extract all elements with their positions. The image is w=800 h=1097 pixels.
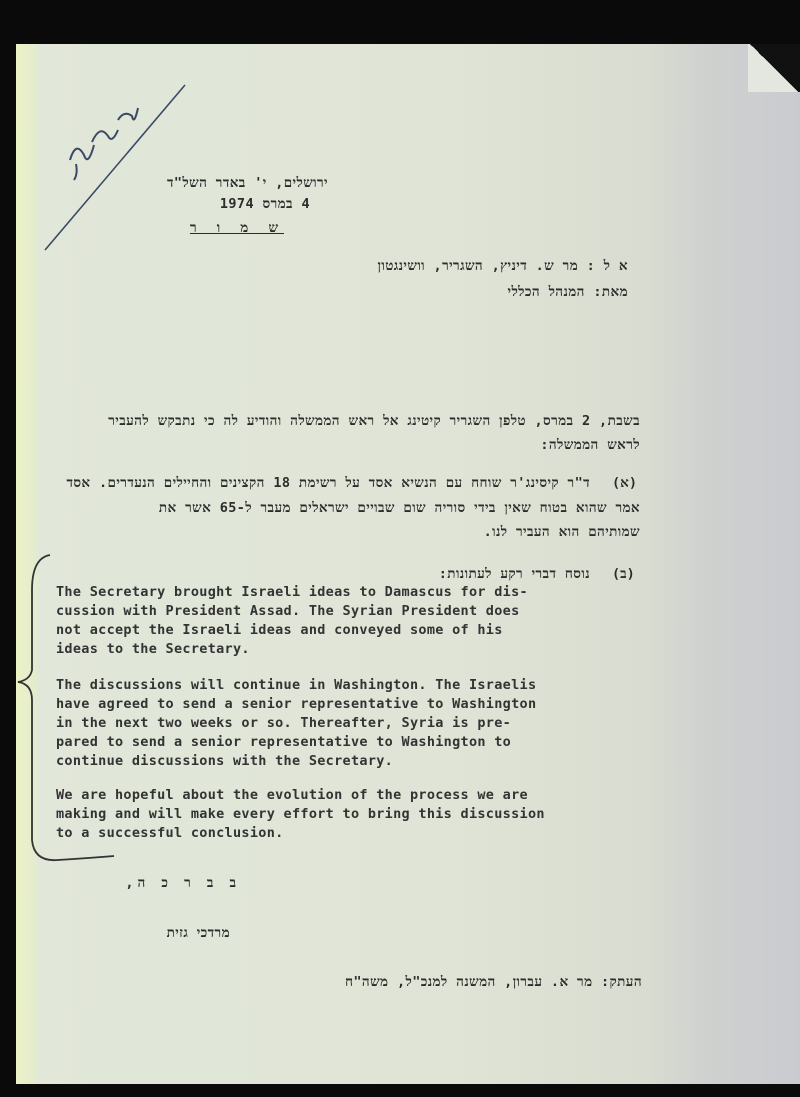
- statement-p3-line-3: to a successful conclusion.: [56, 825, 284, 841]
- item-b-label: נוסח דברי רקע לעתונות:: [438, 566, 590, 582]
- statement-p3-line-2: making and will make every effort to bring this discussion: [56, 806, 545, 822]
- statement-p1-line-3: not accept the Israeli ideas and conveyed some of his: [56, 622, 503, 638]
- item-a-line-3: שמותיהם הוא העביר לנו.: [483, 524, 640, 540]
- statement-p1-line-2: cussion with President Assad. The Syrian President does: [56, 603, 520, 619]
- statement-p2-line-4: pared to send a senior representative to Washington to: [56, 734, 512, 750]
- statement-p3-line-1: We are hopeful about the evolution of the process we are: [56, 787, 528, 803]
- item-a-marker: (א): [612, 475, 637, 491]
- corner-fold: [748, 44, 800, 92]
- intro-line-1: בשבת, 2 במרס, טלפן השגריר קיטינג אל ראש הממשלה והודיע לה כי נתבקש להעביר: [108, 413, 640, 429]
- statement-p2-line-1: The discussions will continue in Washington. The Israelis: [56, 677, 537, 693]
- signature-name: מרדכי גזית: [166, 925, 230, 941]
- closing-greeting: ב ב ר כ ה,: [125, 875, 240, 891]
- statement-p2-line-5: continue discussions with the Secretary.: [56, 753, 394, 769]
- handwritten-margin-note: [40, 80, 200, 260]
- from-line: מאת: המנהל הכללי: [507, 284, 628, 300]
- copy-line: העתק: מר א. עברון, המשנה למנכ"ל, משה"ח: [345, 974, 642, 990]
- item-b-marker: (ב): [612, 566, 635, 582]
- item-a-line-2: אמר שהוא בטוח שאין בידי סוריה שום שבויים ישראלים מעבר ל-65 אשר את: [158, 500, 640, 516]
- statement-p2-line-3: in the next two weeks or so. Thereafter, Syria is pre-: [56, 715, 512, 731]
- to-line: א ל : מר ש. דיניץ, השגריר, וושינגטון: [377, 258, 628, 274]
- intro-line-2: לראש הממשלה:: [540, 437, 640, 453]
- statement-p2-line-2: have agreed to send a senior representative to Washington: [56, 696, 537, 712]
- date-line: 4 במרס 1974: [219, 196, 310, 212]
- statement-p1-line-1: The Secretary brought Israeli ideas to Damascus for dis-: [56, 584, 528, 600]
- place-date-line: ירושלים, י' באדר השל"ד: [167, 175, 328, 191]
- statement-p1-line-4: ideas to the Secretary.: [56, 641, 250, 657]
- classification-label: ש מ ו ר: [189, 220, 284, 236]
- item-a-line-1: ד"ר קיסינג'ר שוחח עם הנשיא אסד על רשימת 18 הקצינים והחיילים הנעדרים. אסד: [66, 475, 590, 491]
